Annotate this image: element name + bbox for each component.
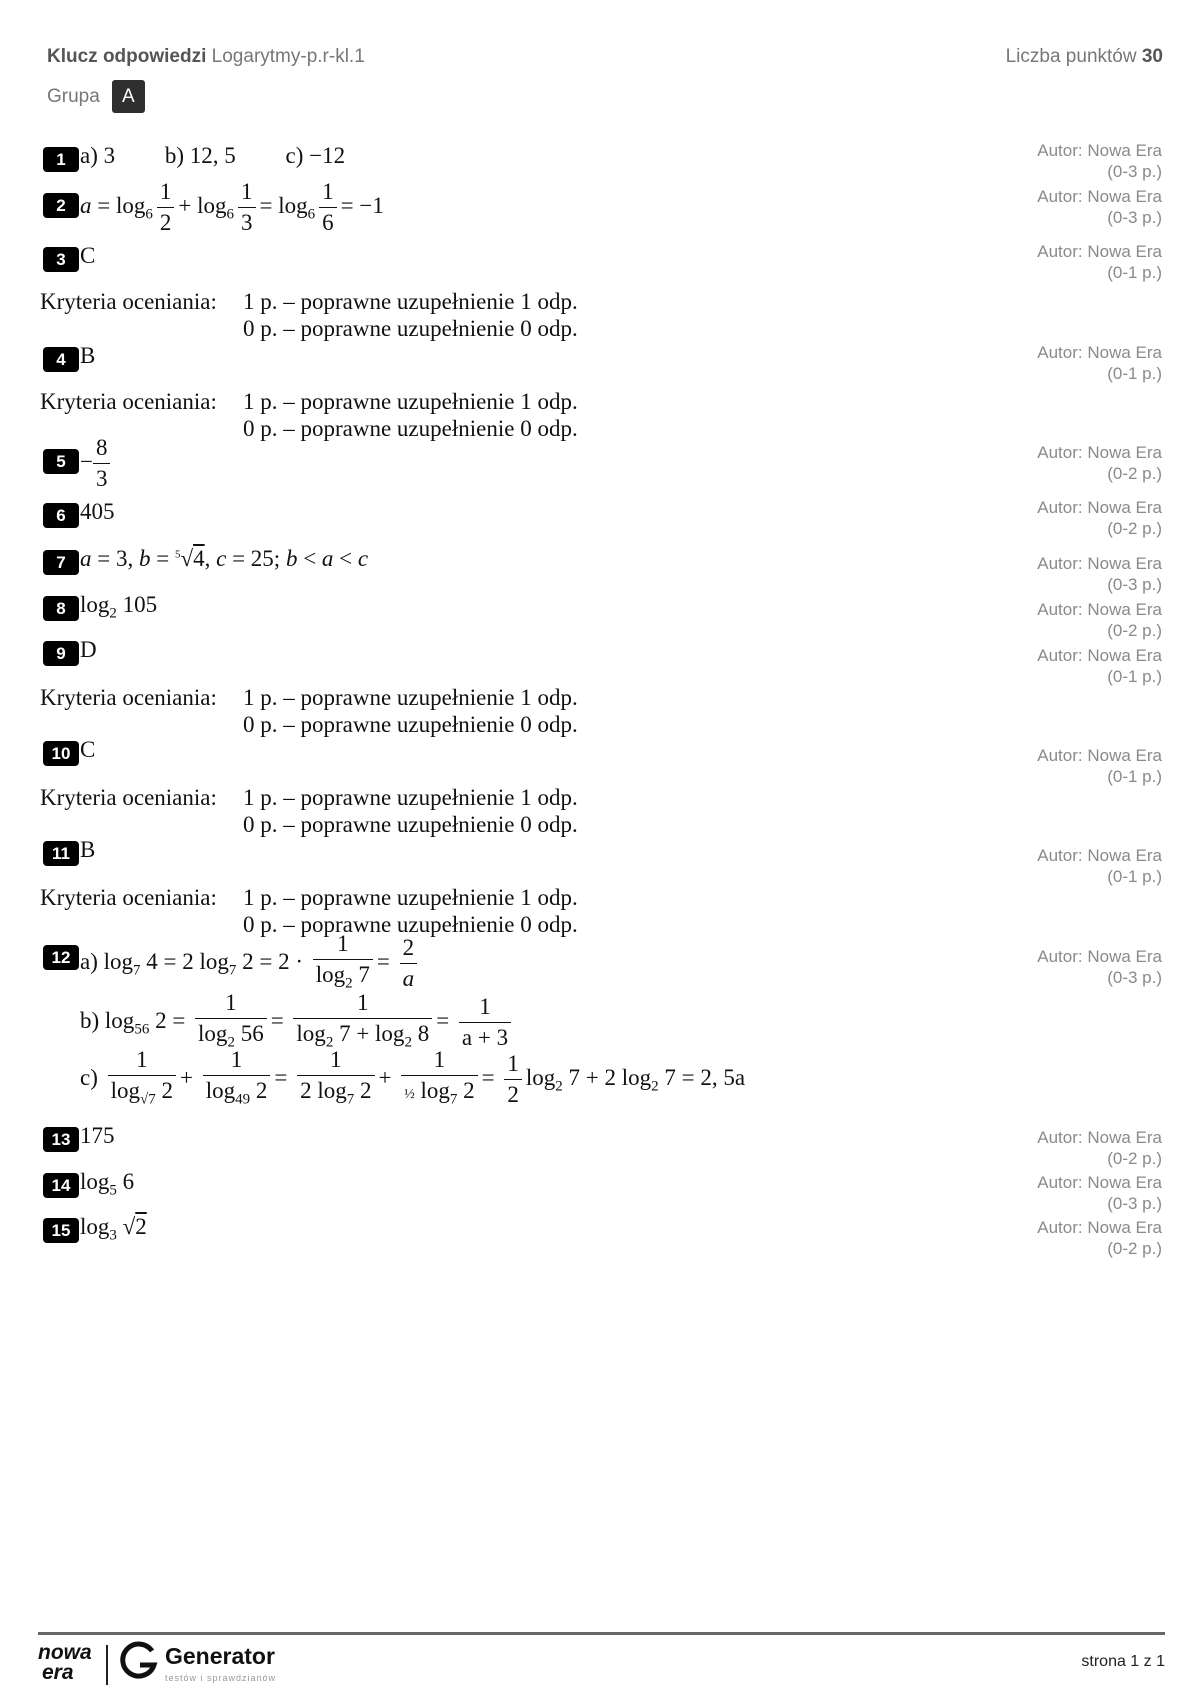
- task-4-author: Autor: Nowa Era (0-1 p.): [1037, 343, 1162, 383]
- task-12-author: Autor: Nowa Era (0-3 p.): [1037, 947, 1162, 987]
- logo-divider: [106, 1645, 108, 1685]
- task-2-author: Autor: Nowa Era (0-3 p.): [1037, 187, 1162, 227]
- task-answer: $\log_3 √2$: [80, 1214, 147, 1244]
- task-12-answer-c: c) $\frac{1}{\log_{√7} 2}$ + $\frac{1}{\log_{49} 2}$ = $\frac{1}{2 \log_7 2}$ + $\frac{1}{\frac{1}{2} \log_7 2}$ = $\frac{1}{2}$ $\log_2 7 + 2$ $\log_2 7 = 2$, 5a: [80, 1047, 746, 1108]
- task-answer: B: [80, 837, 96, 862]
- task-answer: a) 3 b) 12, 5 c) −12: [80, 143, 346, 168]
- task-number: 3: [43, 247, 79, 272]
- generator-logo-subtitle: testów i sprawdzianów: [165, 1673, 277, 1683]
- footer-divider: [38, 1632, 1165, 1635]
- task-number: 5: [43, 449, 79, 474]
- task-13-author: Autor: Nowa Era (0-2 p.): [1037, 1128, 1162, 1168]
- page-number: strona 1 z 1: [1081, 1653, 1165, 1670]
- task-number: 1: [43, 147, 79, 172]
- task-6-author: Autor: Nowa Era (0-2 p.): [1037, 498, 1162, 538]
- nowa-era-logo: nowa era: [38, 1641, 92, 1684]
- task-5-author: Autor: Nowa Era (0-2 p.): [1037, 443, 1162, 483]
- task-number: 2: [43, 193, 79, 218]
- task-number: 9: [43, 641, 79, 666]
- task-answer: C: [80, 243, 96, 268]
- task-number: 14: [43, 1173, 79, 1198]
- page-header: [47, 46, 1163, 116]
- task-3-author: Autor: Nowa Era (0-1 p.): [1037, 242, 1162, 282]
- task-answer: C: [80, 737, 96, 762]
- task-answer: $a = \log_6$ $\frac{1}{2}$ + $\log_6$ $\frac{1}{3}$ = $\log_6$ $\frac{1}{6}$ = −1: [80, 179, 384, 235]
- task-answer: 175: [80, 1123, 115, 1148]
- task-number: 15: [43, 1218, 79, 1243]
- group-badge: A: [112, 80, 145, 113]
- task-answer: $\log_5 6$: [80, 1169, 135, 1199]
- task-number: 8: [43, 596, 79, 621]
- task-14-author: Autor: Nowa Era (0-3 p.): [1037, 1173, 1162, 1213]
- task-15-author: Autor: Nowa Era (0-2 p.): [1037, 1218, 1162, 1258]
- task-answer: D: [80, 637, 97, 662]
- generator-logo-text: Generator: [165, 1643, 275, 1669]
- task-number: 6: [43, 503, 79, 528]
- task-9-author: Autor: Nowa Era (0-1 p.): [1037, 646, 1162, 686]
- task-answer: − $\frac{8}{3}$: [80, 433, 114, 494]
- task-number: 7: [43, 550, 79, 575]
- task-7-author: Autor: Nowa Era (0-3 p.): [1037, 554, 1162, 594]
- task-answer: $\log_2 105$: [80, 592, 158, 622]
- task-10-author: Autor: Nowa Era (0-1 p.): [1037, 746, 1162, 786]
- group-indicator: Grupa A: [47, 80, 145, 113]
- task-answer: a = 3, b = $^5$√4, c = 25; b < a < c: [80, 546, 369, 571]
- task-number: 11: [43, 841, 79, 866]
- points-total: Liczba punktów 30: [1005, 46, 1163, 67]
- task-number: 13: [43, 1127, 79, 1152]
- task-answer-a: a) $\log_7 4 = 2$ $\log_7 2 = 2$ · $\frac{1}{\log_2 7}$ = $\frac{2}{a}$: [80, 929, 421, 999]
- task-answer: B: [80, 343, 96, 368]
- task-8-author: Autor: Nowa Era (0-2 p.): [1037, 600, 1162, 640]
- task-number: 12: [43, 945, 79, 970]
- task-answer: 405: [80, 499, 115, 524]
- task-number: 4: [43, 347, 79, 372]
- document-title: Klucz odpowiedzi Logarytmy-p.r-kl.1: [47, 46, 365, 67]
- task-number: 10: [43, 741, 79, 766]
- task-12-answer-b: b) $\log_{56} 2$ = $\frac{1}{\log_2 56}$ = $\frac{1}{\log_2 7 + \log_2 8}$ = $\frac{1}{a + 3}$: [80, 988, 515, 1058]
- task-1-author: Autor: Nowa Era (0-3 p.): [1037, 141, 1162, 181]
- generator-logo-icon: [120, 1641, 160, 1681]
- task-11-author: Autor: Nowa Era (0-1 p.): [1037, 846, 1162, 886]
